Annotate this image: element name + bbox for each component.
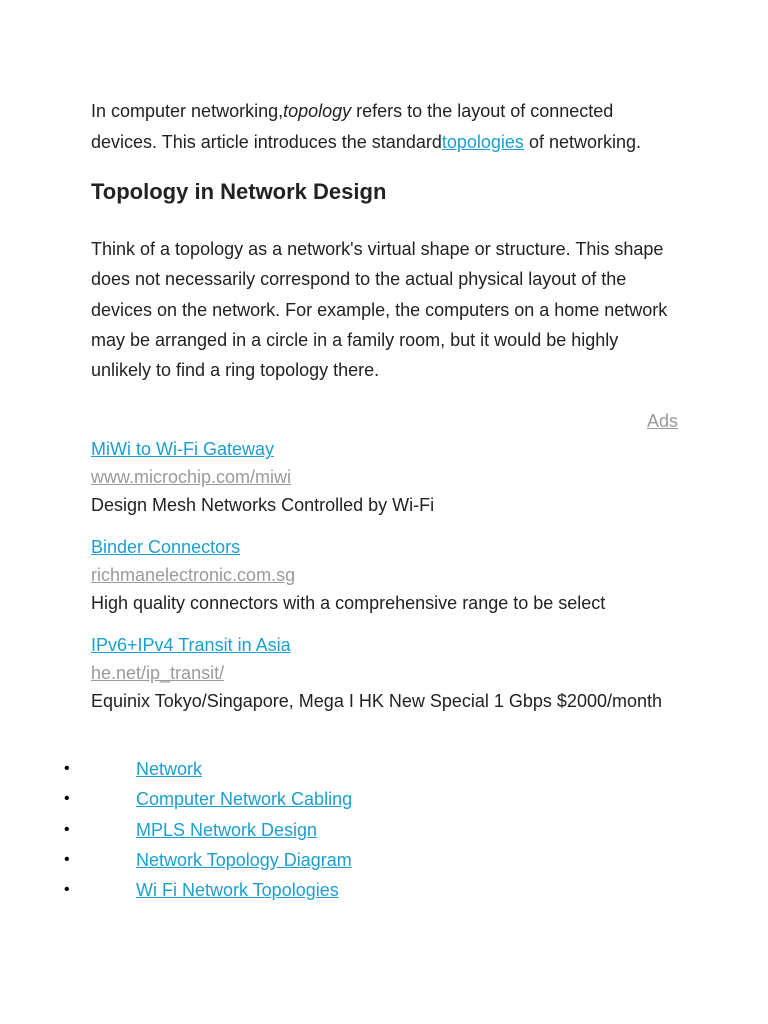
topologies-link[interactable]: topologies [441, 131, 524, 152]
ad-description: High quality connectors with a comprehensive range to be select [91, 593, 606, 614]
ads-header [91, 409, 681, 433]
bullet-icon: • [64, 820, 70, 838]
article-content [91, 96, 681, 729]
body-paragraph: Think of a topology as a network's virtual shape or structure. This shape does not necessarily correspond to the actual physical layout of the devices on the network. For example, the computers on a home network may be arranged in a circle in a family room, but it would be highly unlikely to find a ring topology there. [91, 239, 668, 381]
ad-item [91, 435, 681, 519]
ad-title-link[interactable]: MiWi to Wi-Fi Gateway [91, 439, 275, 460]
related-link-item [0, 784, 768, 814]
related-link-mpls-design[interactable]: MPLS Network Design [136, 819, 318, 840]
bullet-icon: • [64, 850, 70, 868]
ads-label-link[interactable]: Ads [646, 411, 678, 432]
intro-text-start: In computer networking, [91, 101, 284, 121]
ad-list [91, 435, 681, 715]
intro-emphasis: topology [283, 101, 352, 121]
ad-item [91, 631, 681, 715]
related-link-wifi-topologies[interactable]: Wi Fi Network Topologies [136, 880, 339, 901]
ad-description: Equinix Tokyo/Singapore, Mega I HK New Special 1 Gbps $2000/month [91, 691, 662, 712]
ad-description: Design Mesh Networks Controlled by Wi-Fi [91, 495, 435, 516]
related-link-item [0, 875, 768, 905]
ad-url-link[interactable]: www.microchip.com/miwi [91, 467, 292, 488]
intro-text-end: of networking. [523, 131, 641, 152]
related-link-topology-diagram[interactable]: Network Topology Diagram [136, 849, 352, 870]
related-link-network[interactable]: Network [136, 759, 203, 779]
intro-text-middle: refers to the layout of connected devices. This article introduces the standard [91, 101, 614, 152]
bullet-icon: • [64, 790, 70, 808]
related-link-item [0, 815, 768, 845]
related-link-network-cabling[interactable]: Computer Network Cabling [136, 789, 353, 810]
section-heading: Topology in Network Design [91, 179, 387, 204]
related-links-list [0, 754, 768, 905]
related-link-item [0, 754, 768, 784]
bullet-icon: • [64, 760, 70, 777]
ad-item [91, 533, 681, 617]
bullet-icon: • [64, 881, 70, 899]
intro-paragraph [91, 96, 681, 157]
ad-title-link[interactable]: IPv6+IPv4 Transit in Asia [91, 635, 291, 656]
ad-url-link[interactable]: he.net/ip_transit/ [91, 663, 225, 684]
ad-url-link[interactable]: richmanelectronic.com.sg [91, 565, 296, 586]
ad-title-link[interactable]: Binder Connectors [91, 537, 241, 558]
related-link-item [0, 845, 768, 875]
